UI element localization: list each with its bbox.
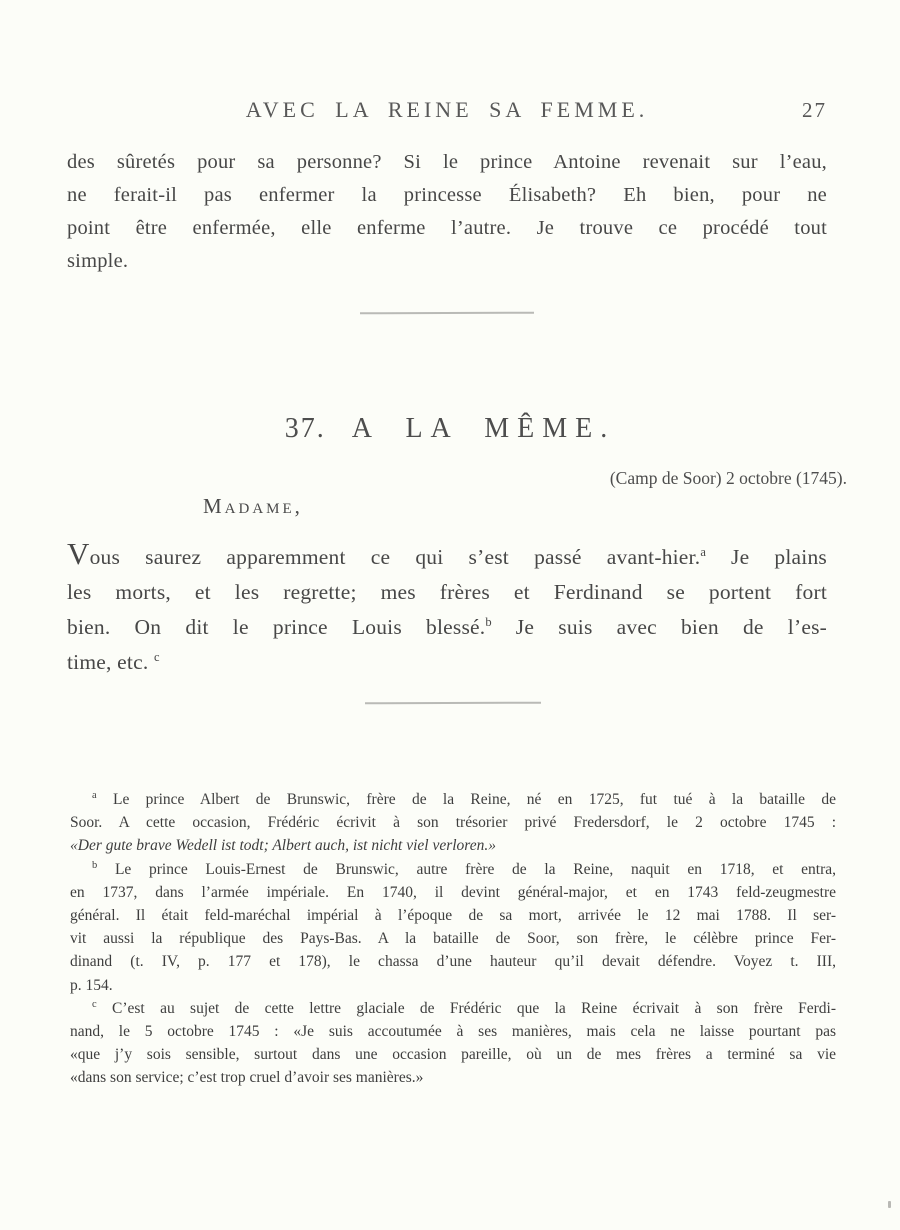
letter-body	[67, 536, 827, 680]
footnote-line: dinand (t. IV, p. 177 et 178), le chassa d’une hauteur qu’il devait défendre. Voyez t. III,	[70, 953, 836, 971]
text-segment: ous saurez apparemment ce qui s’est passé avant-hier.	[89, 545, 701, 569]
text-line: point être enfermée, elle enferme l’autre. Je trouve ce procédé tout	[67, 217, 827, 239]
text-segment: bien. On dit le prince Louis blessé.	[67, 615, 486, 639]
intro-paragraph	[67, 146, 827, 278]
text-line: simple.	[67, 250, 129, 272]
scan-speck	[888, 1201, 891, 1208]
page-header	[67, 97, 827, 123]
footnote-line	[70, 788, 836, 811]
footnote-text: C’est au sujet de cette lettre glaciale de Frédéric que la Reine écrivait à son frère Ferdi-	[112, 999, 836, 1017]
section-divider	[365, 702, 541, 704]
footnote-marker-c: c	[92, 998, 97, 1010]
letter-title: A LA MÊME.	[351, 413, 616, 444]
text-segment: Je plains	[731, 545, 827, 569]
footnote-text: Le prince Albert de Brunswic, frère de la Reine, né en 1725, fut tué à la bataille de	[113, 791, 836, 808]
footnotes	[70, 788, 836, 1090]
footnote-line: nand, le 5 octobre 1745 : «Je suis accoutumée à ses manières, mais cela ne laisse pourtant pas	[70, 1023, 836, 1041]
footnote-line: général. Il était feld-maréchal impérial à l’époque de sa mort, arrivée le 12 mai 1788. Il ser-	[70, 907, 836, 925]
footnote-line: Soor. A cette occasion, Frédéric écrivit à son trésorier privé Fredersdorf, le 2 octobre 1745 :	[70, 814, 836, 832]
text-line	[67, 610, 827, 645]
text-line: les morts, et les regrette; mes frères et Ferdinand se portent fort	[67, 580, 827, 604]
footnote-line	[70, 858, 836, 881]
initial-capital: V	[67, 536, 90, 571]
section-divider	[360, 312, 534, 314]
footnote-ref-c: c	[153, 649, 160, 664]
footnote-line: en 1737, dans l’armée impériale. En 1740, il devint général-major, et en 1743 feld-zeugmestre	[70, 883, 836, 901]
footnote-line: «dans son service; c’est trop cruel d’avoir ses manières.»	[70, 1069, 424, 1087]
running-title: AVEC LA REINE SA FEMME.	[245, 97, 649, 122]
footnote-line: «que j’y sois sensible, surtout dans une occasion pareille, où un de mes frères a terminé sa vie	[70, 1046, 836, 1064]
footnote-ref-a: a	[700, 544, 706, 559]
dateline: (Camp de Soor) 2 octobre (1745).	[609, 468, 847, 488]
letter-number: 37.	[284, 413, 326, 444]
text-line	[67, 536, 827, 575]
footnote-marker-a: a	[92, 789, 97, 801]
page-number: 27	[802, 98, 827, 122]
salutation: Madame,	[203, 494, 303, 518]
footnote-line: vit aussi la république des Pays-Bas. A la bataille de Soor, son frère, le célèbre prince Fer-	[70, 930, 836, 948]
letter-heading	[0, 413, 900, 445]
footnote-line: p. 154.	[70, 976, 113, 994]
text-segment: Je suis avec bien de l’es-	[515, 615, 827, 639]
footnote-line	[70, 997, 836, 1020]
text-line	[67, 645, 827, 680]
footnote-line-quote: «Der gute brave Wedell ist todt; Albert auch, ist nicht viel verloren.»	[70, 837, 497, 855]
text-segment: time, etc.	[67, 650, 149, 674]
footnote-text: Le prince Louis-Ernest de Brunswic, autre frère de la Reine, naquit en 1718, et entra,	[114, 860, 837, 878]
text-line: ne ferait-il pas enfermer la princesse Élisabeth? Eh bien, pour ne	[67, 184, 827, 206]
footnote-ref-b: b	[485, 614, 492, 629]
footnote-marker-b: b	[92, 859, 98, 871]
text-line: des sûretés pour sa personne? Si le prince Antoine revenait sur l’eau,	[67, 151, 827, 173]
